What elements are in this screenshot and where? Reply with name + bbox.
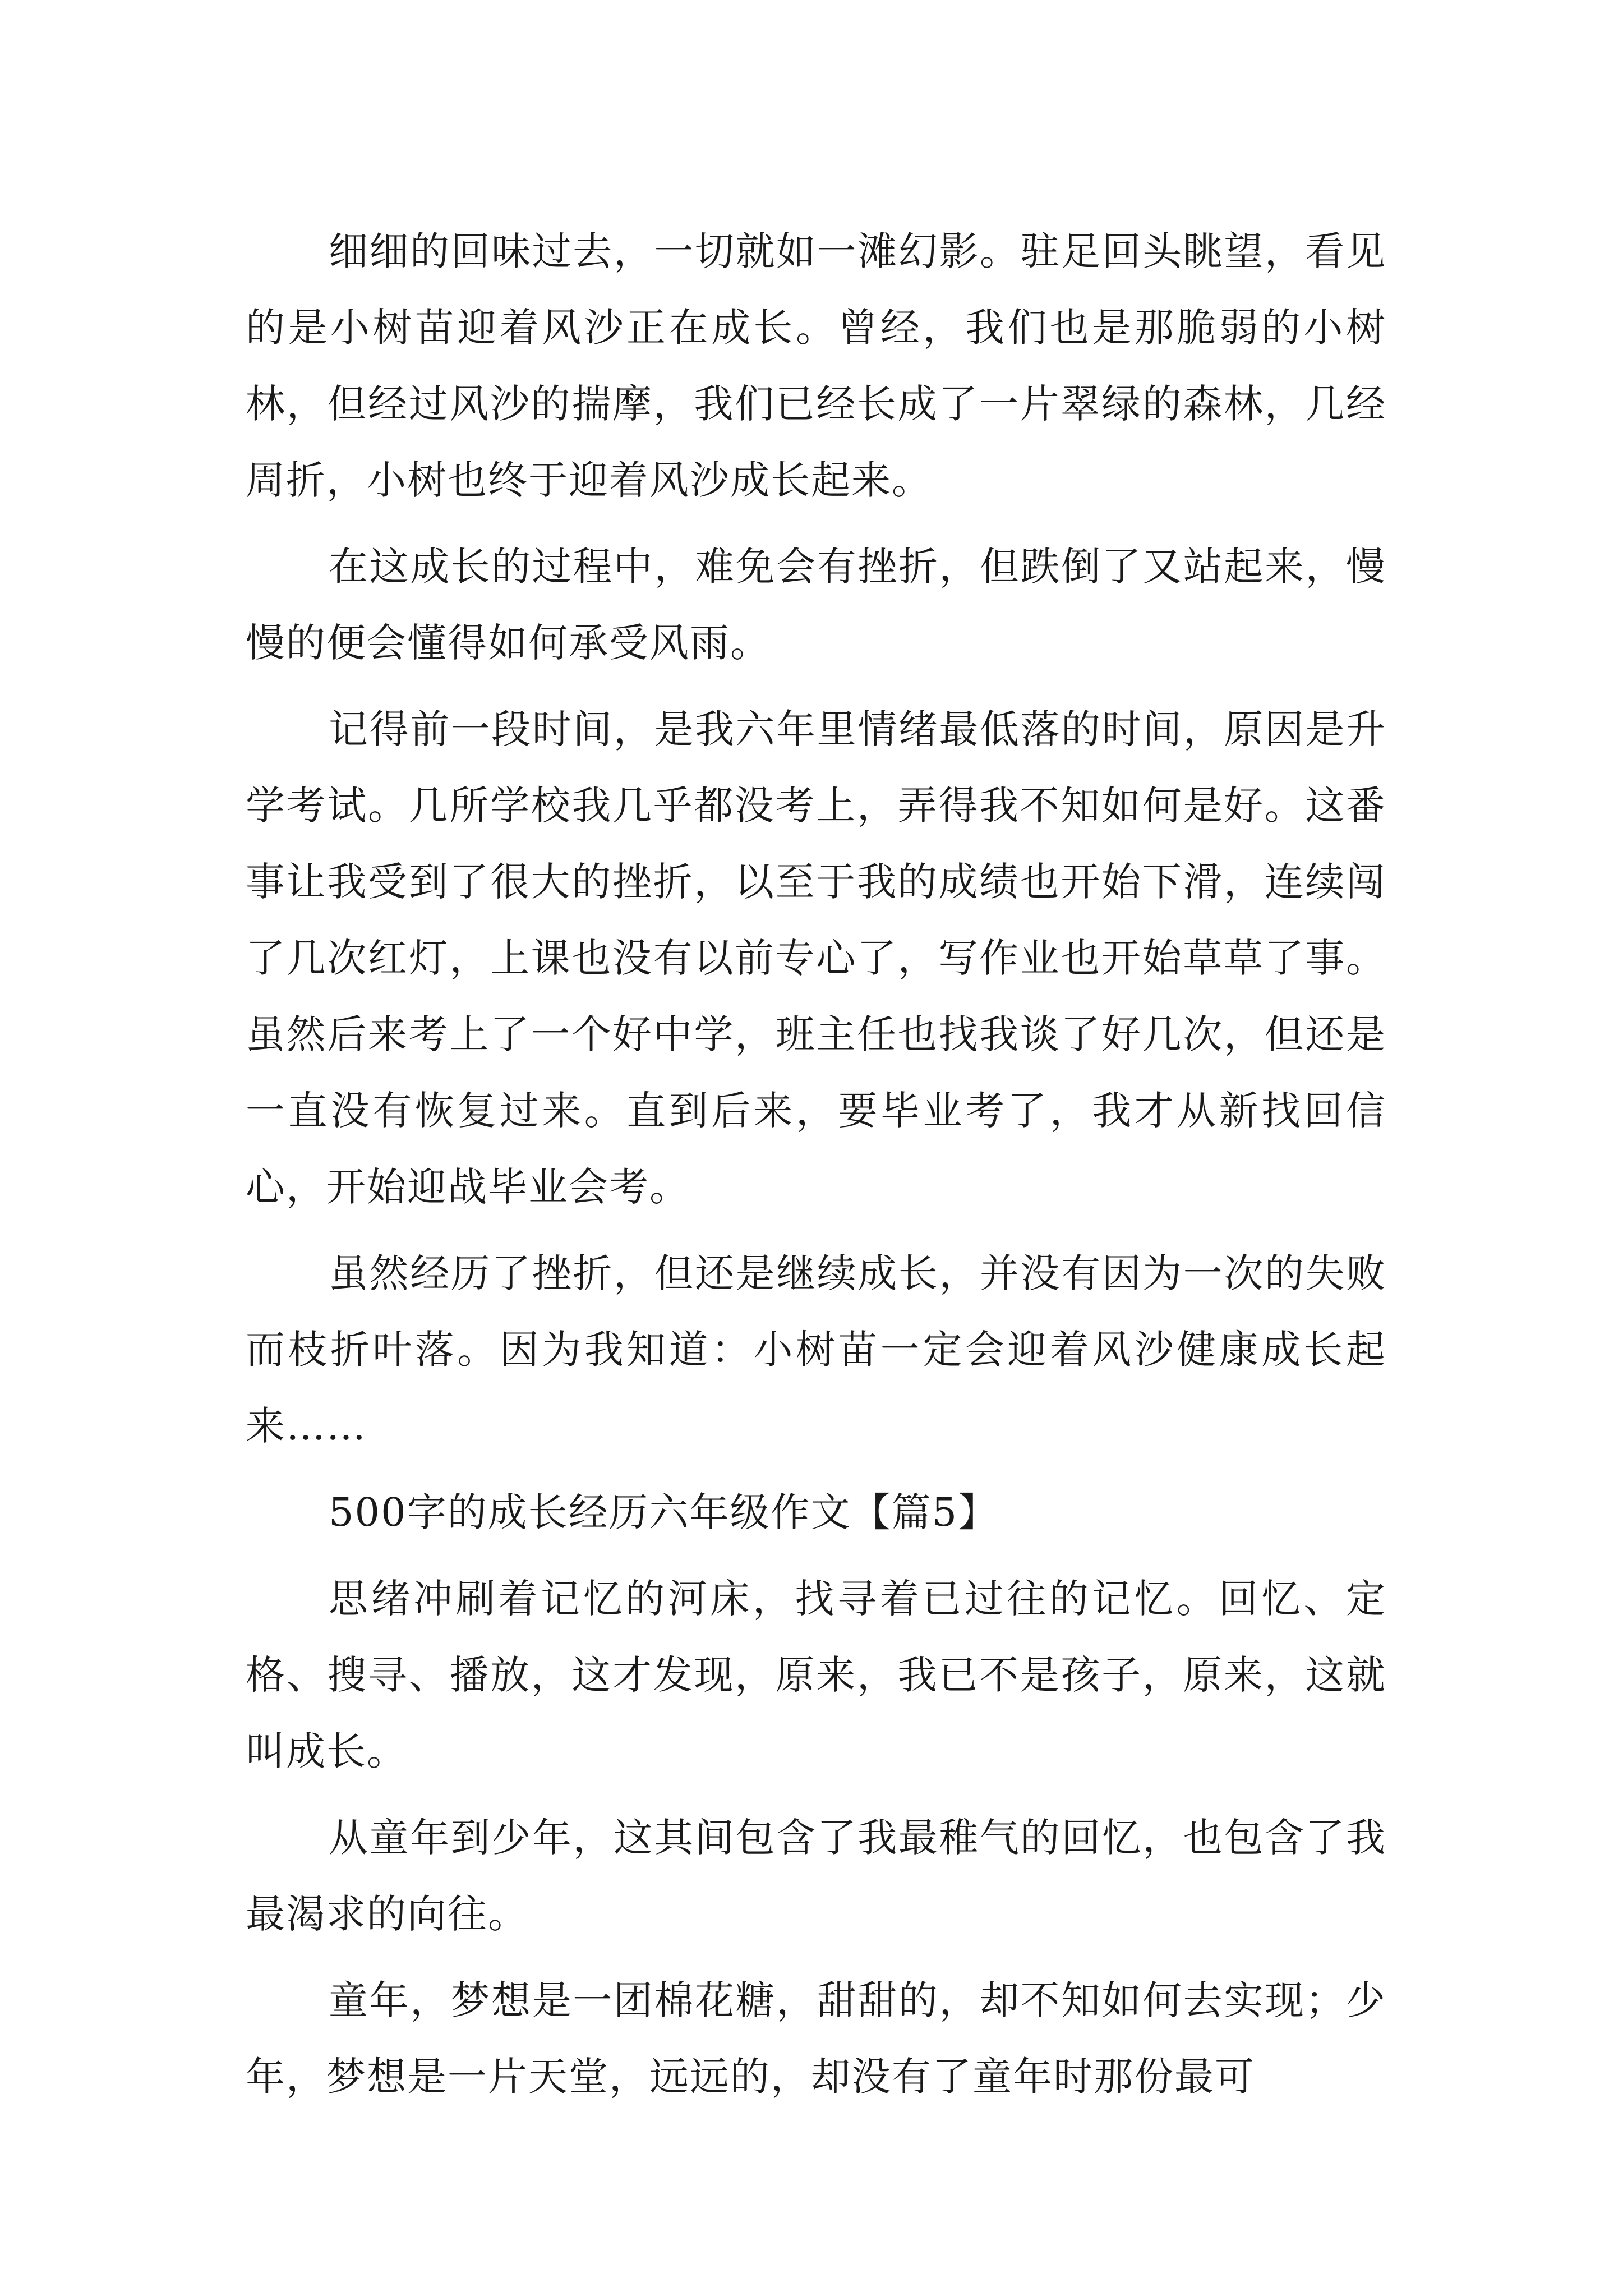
paragraph-4: 虽然经历了挫折，但还是继续成长，并没有因为一次的失败而枝折叶落。因为我知道：小树苗一定会迎着风沙健康成长起来…… bbox=[246, 1250, 1386, 1449]
paragraph-2: 在这成长的过程中，难免会有挫折，但跌倒了又站起来，慢慢的便会懂得如何承受风雨。 bbox=[246, 544, 1386, 666]
document-body bbox=[246, 213, 1386, 2125]
paragraph-1: 细细的回味过去，一切就如一滩幻影。驻足回头眺望，看见的是小树苗迎着风沙正在成长。曾经，我们也是那脆弱的小树林，但经过风沙的揣摩，我们已经长成了一片翠绿的森林，几经周折，小树也终于迎着风沙成长起来。 bbox=[246, 228, 1386, 503]
paragraph-5: 思绪冲刷着记忆的河床，找寻着已过往的记忆。回忆、定格、搜寻、播放，这才发现，原来，我已不是孩子，原来，这就叫成长。 bbox=[246, 1576, 1386, 1774]
section-heading: 500字的成长经历六年级作文【篇5】 bbox=[329, 1489, 999, 1535]
paragraph-6: 从童年到少年，这其间包含了我最稚气的回忆，也包含了我最渴求的向往。 bbox=[246, 1815, 1386, 1937]
paragraph-3: 记得前一段时间，是我六年里情绪最低落的时间，原因是升学考试。几所学校我几乎都没考上，弄得我不知如何是好。这番事让我受到了很大的挫折，以至于我的成绩也开始下滑，连续闯了几次红灯，上课也没有以前专心了，写作业也开始草草了事。虽然后来考上了一个好中学，班主任也找我谈了好几次，但还是一直没有恢复过来。直到后来，要毕业考了，我才从新找回信心，开始迎战毕业会考。 bbox=[246, 706, 1386, 1210]
paragraph-7: 童年，梦想是一团棉花糖，甜甜的，却不知如何去实现；少年，梦想是一片天堂，远远的，却没有了童年时那份最可 bbox=[246, 1977, 1386, 2100]
